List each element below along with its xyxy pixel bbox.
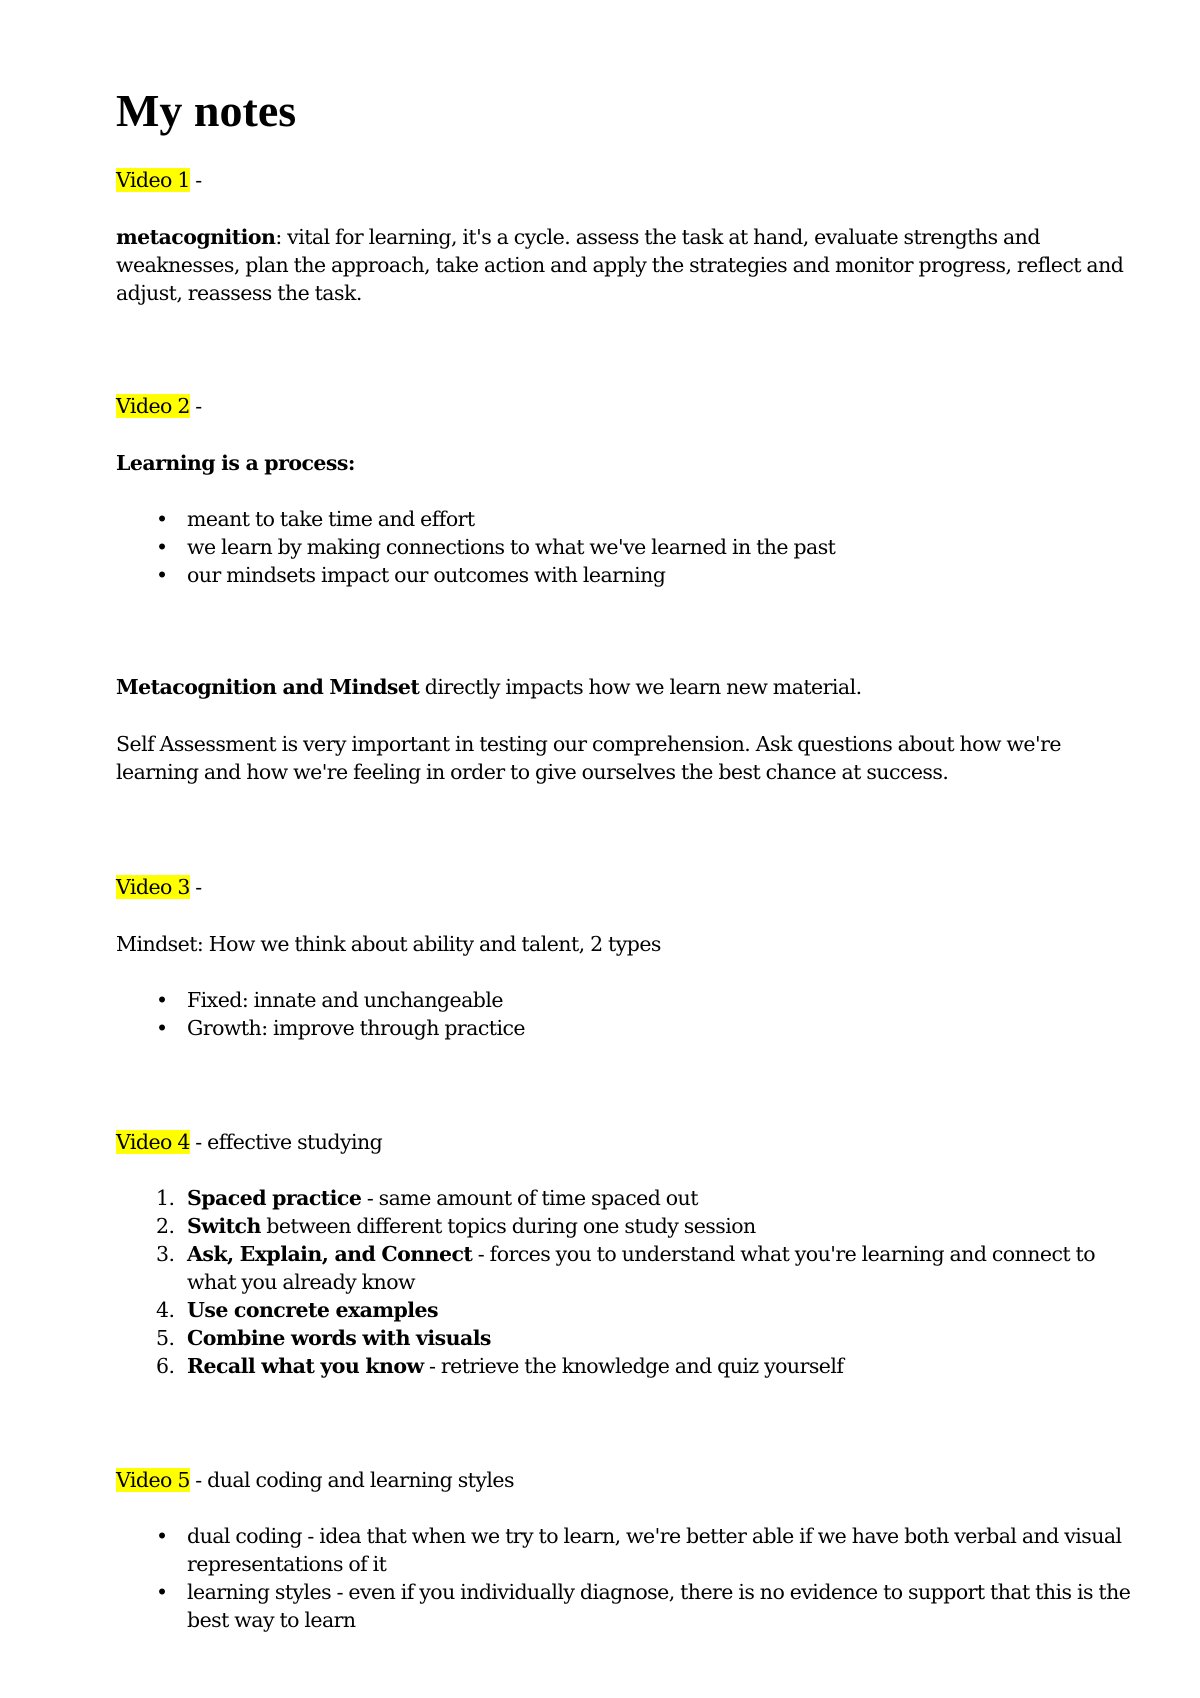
- video-4-highlight: Video 4: [116, 1130, 190, 1154]
- list-item: • we learn by making connections to what we've learned in the past: [156, 535, 836, 559]
- metacognition-mindset-paragraph: Metacognition and Mindset directly impacts how we learn new material.: [116, 675, 862, 699]
- list-item: • meant to take time and effort: [156, 507, 475, 531]
- bullet-marker: •: [156, 988, 168, 1012]
- list-item: • learning styles - even if you individually diagnose, there is no evidence to support that this is the best way to learn: [156, 1580, 1131, 1632]
- learning-process-subheading: Learning is a process:: [116, 451, 355, 475]
- list-item: 1. Spaced practice - same amount of time spaced out: [156, 1186, 698, 1210]
- list-item: 5. Combine words with visuals: [156, 1326, 491, 1350]
- bullet-marker: •: [156, 1016, 168, 1040]
- video-4-suffix: - effective studying: [189, 1130, 383, 1154]
- video-1-heading: [116, 166, 1136, 194]
- video-3-suffix: -: [189, 875, 202, 899]
- bullet-marker: •: [156, 563, 168, 587]
- video-5-suffix: - dual coding and learning styles: [189, 1468, 514, 1492]
- mindset-types-list: [116, 986, 1136, 1042]
- list-item: • our mindsets impact our outcomes with learning: [156, 563, 666, 587]
- self-assessment-paragraph: Self Assessment is very important in testing our comprehension. Ask questions about how we're learning and how we're feeling in order to give ourselves the best chance at success.: [116, 732, 1061, 784]
- metacognition-term: metacognition: [116, 225, 276, 249]
- bullet-marker: •: [156, 507, 168, 531]
- bullet-marker: •: [156, 1524, 168, 1548]
- video-2-highlight: Video 2: [116, 394, 190, 418]
- list-item: 6. Recall what you know - retrieve the knowledge and quiz yourself: [156, 1354, 844, 1378]
- video-3-highlight: Video 3: [116, 875, 190, 899]
- video-1-paragraph: [116, 223, 1136, 307]
- bullet-marker: •: [156, 535, 168, 559]
- video-5-heading: [116, 1466, 1136, 1494]
- bullet-marker: •: [156, 1580, 168, 1604]
- mindset-intro: Mindset: How we think about ability and talent, 2 types: [116, 932, 661, 956]
- list-item: • Fixed: innate and unchangeable: [156, 988, 503, 1012]
- video-5-highlight: Video 5: [116, 1468, 190, 1492]
- effective-studying-list: [116, 1184, 1136, 1380]
- learning-process-list: [116, 505, 1136, 589]
- video-3-heading: [116, 873, 1136, 901]
- page-title: My notes: [116, 85, 297, 136]
- list-item: • Growth: improve through practice: [156, 1016, 525, 1040]
- video-4-heading: [116, 1128, 1136, 1156]
- dual-coding-list: [116, 1522, 1136, 1634]
- video-2-suffix: -: [189, 394, 202, 418]
- video-1-highlight: Video 1: [116, 168, 190, 192]
- list-item: 2. Switch between different topics during one study session: [156, 1214, 756, 1238]
- list-item: 4. Use concrete examples: [156, 1298, 439, 1322]
- video-1-suffix: -: [189, 168, 202, 192]
- list-item: 3. Ask, Explain, and Connect - forces you to understand what you're learning and connect to what you already know: [156, 1242, 1096, 1294]
- video-2-heading: [116, 392, 1136, 420]
- metacognition-definition: : vital for learning, it's a cycle. assess the task at hand, evaluate strengths and weaknesses, plan the approach, take action and apply the strategies and monitor progress, reflect and adjust, reassess the task.: [116, 225, 1124, 305]
- list-item: • dual coding - idea that when we try to learn, we're better able if we have both verbal and visual representations of it: [156, 1524, 1122, 1576]
